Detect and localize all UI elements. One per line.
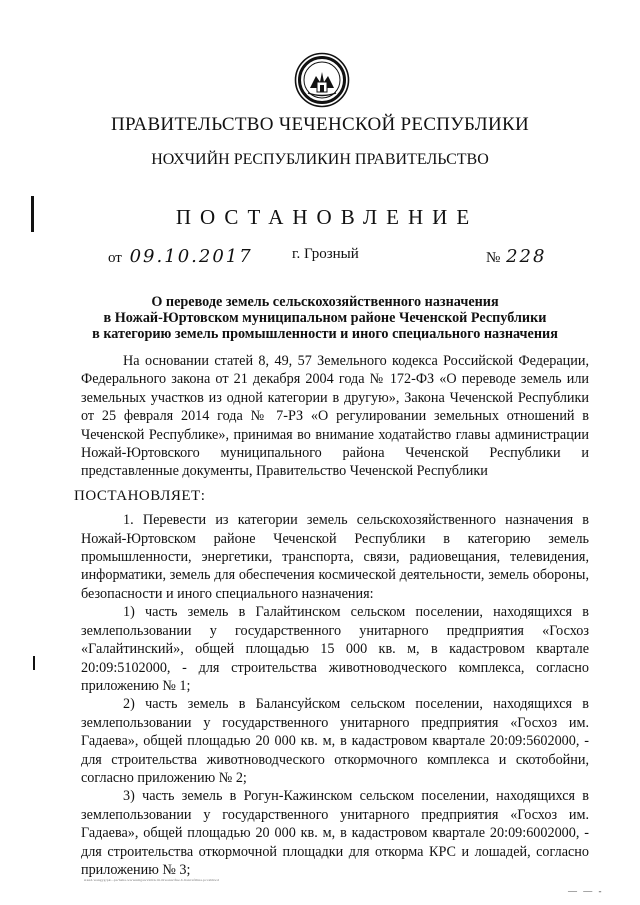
- city: г. Грозный: [292, 246, 359, 262]
- preamble: На основании статей 8, 49, 57 Земельного кодекса Российской Федерации, Федерального закона от 21 декабря 2004 года № 172-ФЗ «О переводе земель или земельных участков из одной категории в другую», Закона Чеченской Республики от 25 февраля 2014 года № 7-РЗ «О регулировании земельных отношений в Чеченской Республике», принимая во внимание ходатайство главы администрации Ножай-Юртовского муниципального района Чеченской Республики и представленные документы, Правительство Чеченской Республики: [81, 353, 589, 480]
- document-subject: [60, 294, 590, 342]
- subject-line: О переводе земель сельскохозяйственного назначения: [151, 294, 499, 310]
- number-handwritten: 228: [506, 246, 547, 267]
- document-number: [486, 246, 546, 267]
- date-field: [108, 246, 253, 267]
- government-title: ПРАВИТЕЛЬСТВО ЧЕЧЕНСКОЙ РЕСПУБЛИКИ: [110, 114, 530, 135]
- date-prefix: от: [108, 250, 122, 266]
- decree-item: 3) часть земель в Рогун-Кажинском сельском поселении, находящихся в землепользовании у государственного унитарного предприятия «Госхоз им. Гадаева», общей площадью 20 000 кв. м, в кадастровом квартале 20:09:6002000, - для строительства откормочной площадки для откорма КРС и лошадей, согласно приложению № 3;: [81, 788, 589, 878]
- document-type: ПОСТАНОВЛЕНИЕ: [175, 205, 479, 229]
- subject-line: в Ножай-Юртовском муниципальном районе Чеченской Республики: [103, 310, 547, 326]
- decree-word: ПОСТАНОВЛЯЕТ:: [74, 487, 206, 504]
- coat-of-arms-icon: [294, 52, 350, 108]
- decree-item: 1) часть земель в Галайтинском сельском поселении, находящихся в землепользовании у государственного унитарного предприятия «Госхоз «Галайтинский», общей площадью 15 000 кв. м, в кадастровом квартале 20:09:5102000, - для строительства животноводческого комплекса, согласно приложению № 1;: [81, 604, 589, 694]
- government-title-chechen: НОХЧИЙН РЕСПУБЛИКИН ПРАВИТЕЛЬСТВО: [151, 151, 489, 168]
- subject-line: в категорию земель промышленности и иного специального назначения: [92, 326, 558, 342]
- number-prefix: №: [486, 250, 501, 266]
- footer-file-path: stand.wangyg/pk...ps/baha.wwwnmgawvnbln.ltt.thwanwtfne.b.ltanvsfiltna.pccabhwd: [84, 878, 219, 882]
- scan-dash-marks: — — -: [568, 886, 604, 896]
- decree-item: 1. Перевести из категории земель сельскохозяйственного назначения в Ножай-Юртовском районе Чеченской Республики в категорию земель промышленности, энергетики, транспорта, связи, радиовещания, телевидения, информатики, земель для обеспечения космической деятельности, земель обороны, безопасности и иного специального назначения:: [81, 512, 589, 602]
- margin-mark: [33, 656, 35, 670]
- decree-item: 2) часть земель в Балансуйском сельском поселении, находящихся в землепользовании у государственного унитарного предприятия «Госхоз им. Гадаева», общей площадью 20 000 кв. м, в кадастровом квартале 20:09:5602000, - для строительства животноводческого откормочного комплекса и скотобойни, согласно приложению № 2;: [81, 696, 589, 786]
- document-body: [74, 352, 589, 879]
- date-handwritten: 09.10.2017: [129, 246, 253, 267]
